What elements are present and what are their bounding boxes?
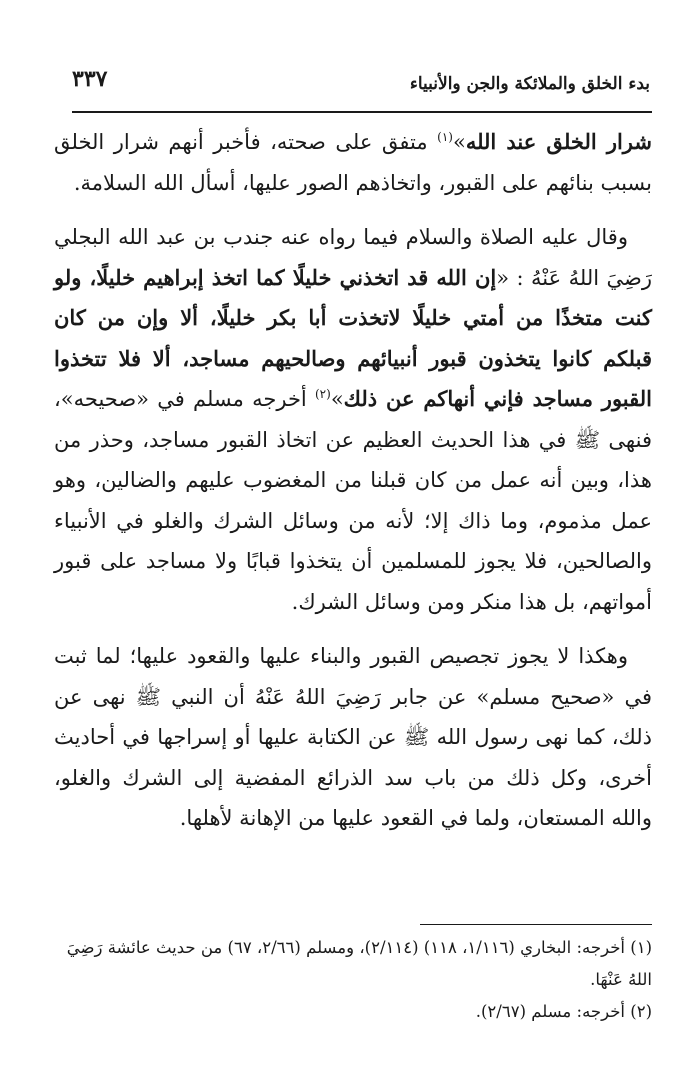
running-title: بدء الخلق والملائكة والجن والأنبياء [409,74,650,94]
header-divider [72,111,652,113]
quote-mark: » [330,387,344,411]
page-header [72,62,650,102]
footnotes [60,932,652,1028]
main-text [54,122,652,839]
paragraph-3 [54,636,652,839]
footnote-1: (١) أخرجه: البخاري (١/١١٦، ١١٨) (٢/١١٤)، ومسلم (٢/٦٦، ٦٧) من حديث عائشة رَضِيَ اللهُ عَنْهَا. [66,938,652,989]
page-number: ٣٣٧ [72,66,108,92]
footnote-2: (٢) أخرجه: مسلم (٢/٦٧). [475,1002,652,1021]
paragraph-intro: وقال عليه الصلاة والسلام فيما رواه عنه جندب بن عبد الله البجلي رَضِيَ اللهُ عَنْهُ : « [54,225,652,290]
footnote-divider [420,924,652,925]
paragraph-2 [54,217,652,622]
paragraph-text: متفق على صحته، فأخبر أنهم شرار الخلق بسبب بنائهم على القبور، واتخاذهم الصور عليها، أسأل الله السلامة. [54,130,652,195]
paragraph-text: وهكذا لا يجوز تجصيص القبور والبناء عليها والقعود عليها؛ لما ثبت في «صحيح مسلم» عن جابر رَضِيَ اللهُ عَنْهُ أن النبي ﷺ نهى عن ذلك، كما نهى رسول الله ﷺ عن الكتابة عليها أو إسراجها في أحاديث أخرى، وكل ذلك من باب سد الذرائع المفضية إلى الشرك والغلو، والله المستعان، ولما في القعود عليها من الإهانة لأهلها. [54,644,652,830]
paragraph-text: أخرجه مسلم في «صحيحه»، فنهى ﷺ في هذا الحديث العظيم عن اتخاذ القبور مساجد، وحذر من هذا، وبين أنه عمل من كان قبلنا من المغضوب عليهم والضالين، وهو عمل مذموم، وما ذاك إلا؛ لأنه من وسائل الشرك والغلو في الأنبياء والصالحين، فلا يجوز للمسلمين أن يتخذوا قبابًا ولا مساجد على قبور أمواتهم، بل هذا منكر ومن وسائل الشرك. [54,387,652,614]
hadith-quote-bold: إن الله قد اتخذني خليلًا كما اتخذ إبراهيم خليلًا، ولو كنت متخذًا من أمتي خليلًا لاتخذت أبا بكر خليلًا، ألا وإن من كان قبلكم كانوا يتخذون قبور أنبيائهم وصالحيهم مساجد، ألا فلا تتخذوا القبور مساجد فإني أنهاكم عن ذلك [54,264,652,411]
paragraph-1 [54,122,652,203]
footnote-ref-1[interactable]: (١) [437,130,453,144]
hadith-quote-bold: شرار الخلق عند الله [465,129,652,154]
quote-mark: » [452,130,466,154]
footnote-ref-2[interactable]: (٢) [314,387,331,401]
